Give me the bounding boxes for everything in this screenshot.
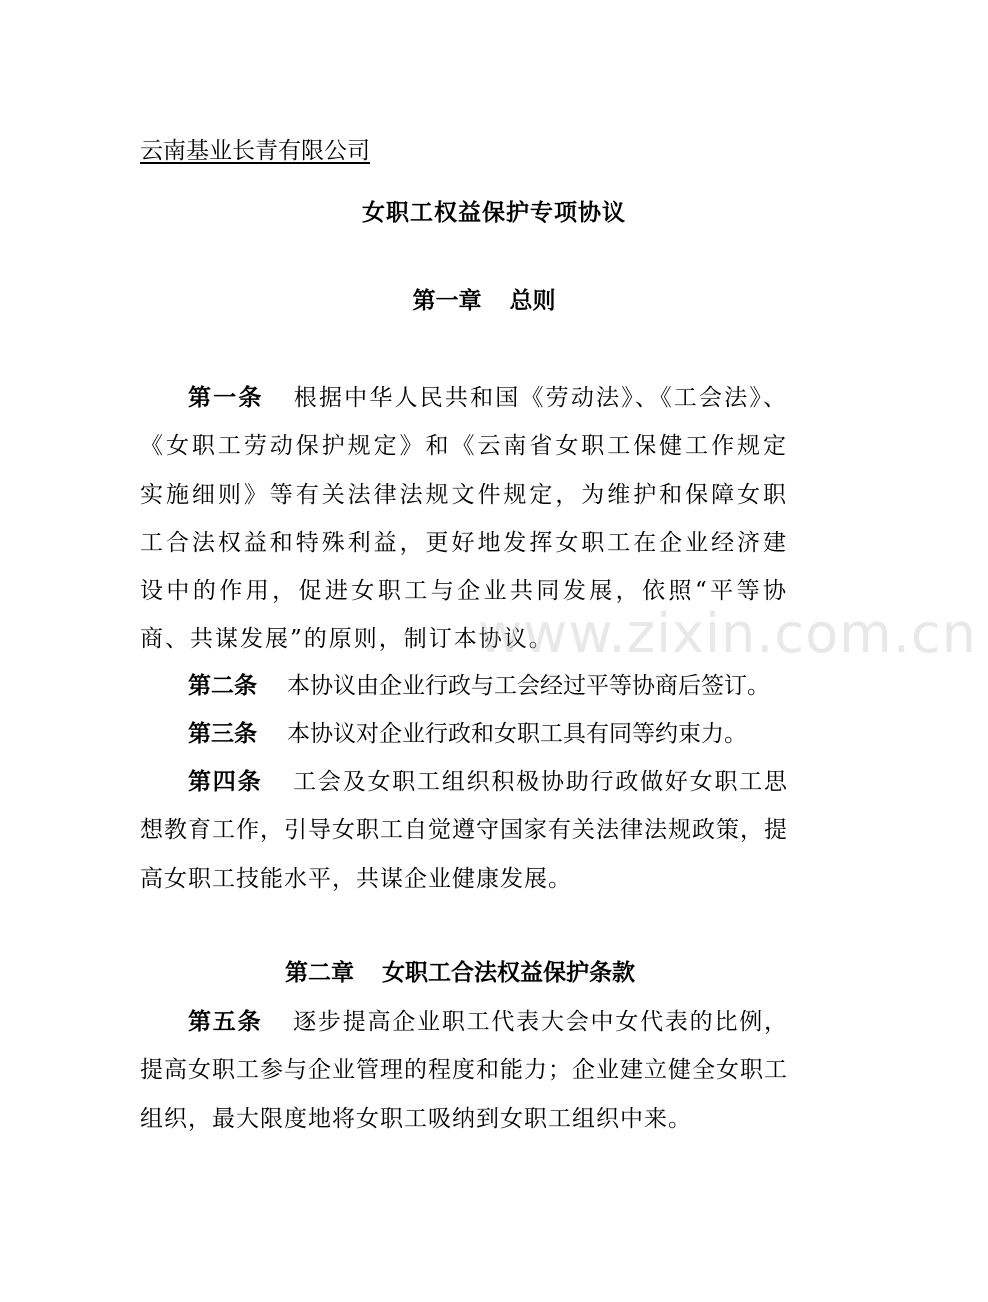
chapter-number: 第二章 — [285, 959, 354, 986]
chapter-heading-1 — [0, 284, 968, 318]
article-text: 本协议对企业行政和女职工具有同等约束力。 — [287, 721, 747, 747]
article-label: 第五条 — [188, 1008, 263, 1035]
watermark: www.zixin.com.cn — [478, 602, 977, 665]
chapter-heading-2 — [0, 956, 920, 990]
chapter-title: 女职工合法权益保护条款 — [382, 959, 635, 986]
article-text: 本协议由企业行政与工会经过平等协商后签订。 — [287, 673, 770, 699]
article-4 — [140, 758, 788, 903]
article-label: 第二条 — [188, 672, 257, 699]
article-text: 工会及女职工组织积极协助行政做好女职工思想教育工作，引导女职工自觉遵守国家有关法律法规政策，提高女职工技能水平，共谋企业健康发展。 — [140, 769, 789, 892]
article-2 — [140, 662, 788, 710]
article-3 — [140, 710, 788, 758]
document-title: 女职工权益保护专项协议 — [362, 199, 626, 226]
article-label: 第一条 — [188, 384, 264, 411]
article-5 — [140, 998, 788, 1143]
article-label: 第三条 — [188, 720, 257, 747]
chapter-number: 第一章 — [412, 287, 482, 314]
article-text: 逐步提高企业职工代表大会中女代表的比例，提高女职工参与企业管理的程度和能力；企业建立健全女职工组织，最大限度地将女职工吸纳到女职工组织中来。 — [140, 1009, 789, 1132]
company-name: 云南基业长青有限公司 — [140, 138, 370, 164]
chapter-title: 总则 — [509, 287, 556, 314]
article-1 — [140, 374, 788, 664]
article-text: 根据中华人民共和国《劳动法》、《工会法》、《女职工劳动保护规定》和《云南省女职工保健工作规定实施细则》等有关法律法规文件规定，为维护和保障女职工合法权益和特殊利益，更好地发挥女职工在企业经济建设中的作用，促进女职工与企业共同发展，依照“平等协商、共谋发展”的原则，制订本协议。 — [140, 385, 788, 653]
article-label: 第四条 — [188, 768, 263, 795]
